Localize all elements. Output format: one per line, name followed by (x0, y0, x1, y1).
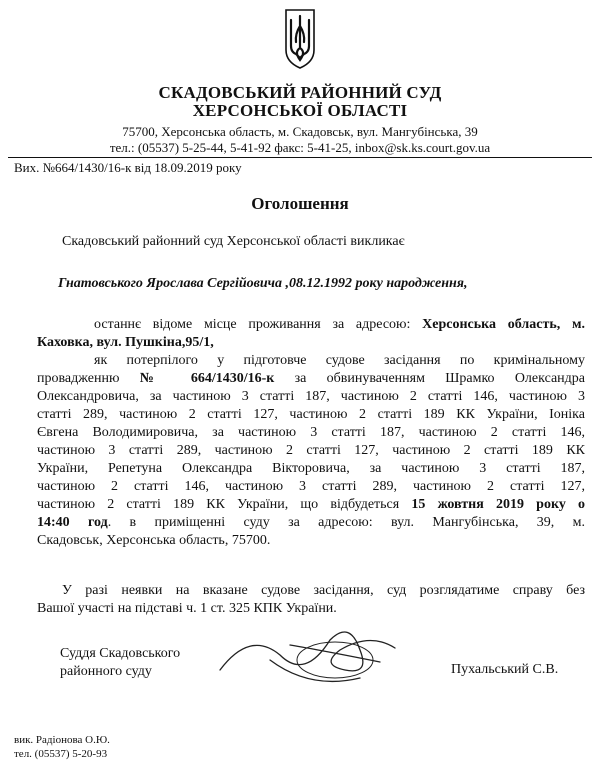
body-line: статті 289, частиною 2 статті 127, частиною 2 статті 189 КК України, Іоніка (37, 407, 585, 422)
residence-address-part2: Каховка, вул. Пушкіна,95/1, (37, 335, 214, 350)
outgoing-number: Вих. №664/1430/16-к від 18.09.2019 року (14, 160, 242, 175)
body-line: Олександровича, за частиною 3 статті 187, частиною 2 статті 146, частиною 3 (37, 389, 585, 404)
body-line: частиною 3 статті 289, частиною 2 статті 127, частиною 2 статті 189 КК (37, 443, 585, 458)
handwritten-signature (210, 620, 410, 700)
executor-name: вик. Радіонова О.Ю. (14, 734, 110, 746)
header-divider (8, 157, 592, 158)
court-contacts: тел.: (05537) 5-25-44, 5-41-92 факс: 5-41-25, inbox@sk.ks.court.gov.ua (109, 140, 491, 155)
court-address: 75700, Херсонська область, м. Скадовськ, вул. Мангубінська, 39 (122, 124, 478, 139)
residence-prefix: останнє відоме місце проживання за адресою: (94, 317, 411, 332)
absence-notice-line2: Вашої участі на підставі ч. 1 ст. 325 КПК України. (37, 601, 337, 616)
residence-address-part1: Херсонська область, м. (422, 317, 585, 332)
hearing-date: 15 жовтня 2019 року о (411, 497, 586, 512)
document-title: Оголошення (251, 194, 349, 213)
body-line-hearing-date (37, 496, 585, 514)
residence-line2 (37, 334, 585, 352)
summoned-person-text: Гнатовського Ярослава Сергійовича ,08.12.1992 року народження, (58, 276, 468, 291)
final-address: Скадовськ, Херсонська область, 75700. (37, 533, 271, 548)
hearing-date-prefix: частиною 2 статті 189 КК України, що відбудеться (37, 497, 400, 512)
case-prefix: провадженню (37, 371, 120, 386)
court-name-line1: СКАДОВСЬКИЙ РАЙОННИЙ СУД (158, 83, 442, 102)
hearing-time: 14:40 год (37, 515, 108, 530)
body-line: Євгена Володимировича, за частиною 3 статті 187, частиною 2 статті 146, (37, 425, 585, 440)
judge-title-line2: районного суду (60, 664, 152, 679)
residence-line1 (94, 316, 585, 334)
body-line-case (37, 370, 585, 388)
body-line: України, Репетуна Олександра Вікторовича, за частиною 3 статті 187, (37, 461, 585, 476)
absence-notice-line1: У разі неявки на вказане судове засідання, суд розглядатиме справу без (62, 583, 585, 598)
judge-name: Пухальський С.В. (451, 662, 559, 677)
judge-title-line1: Суддя Скадовського (60, 646, 181, 661)
summoned-person (58, 275, 600, 293)
executor-info (14, 733, 110, 761)
case-number: № 664/1430/16-к (139, 371, 275, 386)
after-time-text: . в приміщенні суду за адресою: вул. Мангубінська, 39, м. (107, 515, 585, 530)
judge-title (60, 645, 180, 681)
executor-phone: тел. (05537) 5-20-93 (14, 748, 108, 760)
intro-text: Скадовський районний суд Херсонської області викликає (62, 234, 405, 249)
case-suffix: за обвинуваченням Шрамко Олександра (294, 371, 586, 386)
court-name-line2: ХЕРСОНСЬКОЇ ОБЛАСТІ (192, 101, 408, 120)
body-line-hearing-time (37, 514, 585, 532)
body-line: як потерпілого у підготовче судове засідання по кримінальному (94, 353, 585, 368)
coat-of-arms-emblem (284, 8, 316, 70)
body-line: частиною 2 статті 146, частиною 3 статті 289, частиною 2 статті 127, (37, 479, 585, 494)
